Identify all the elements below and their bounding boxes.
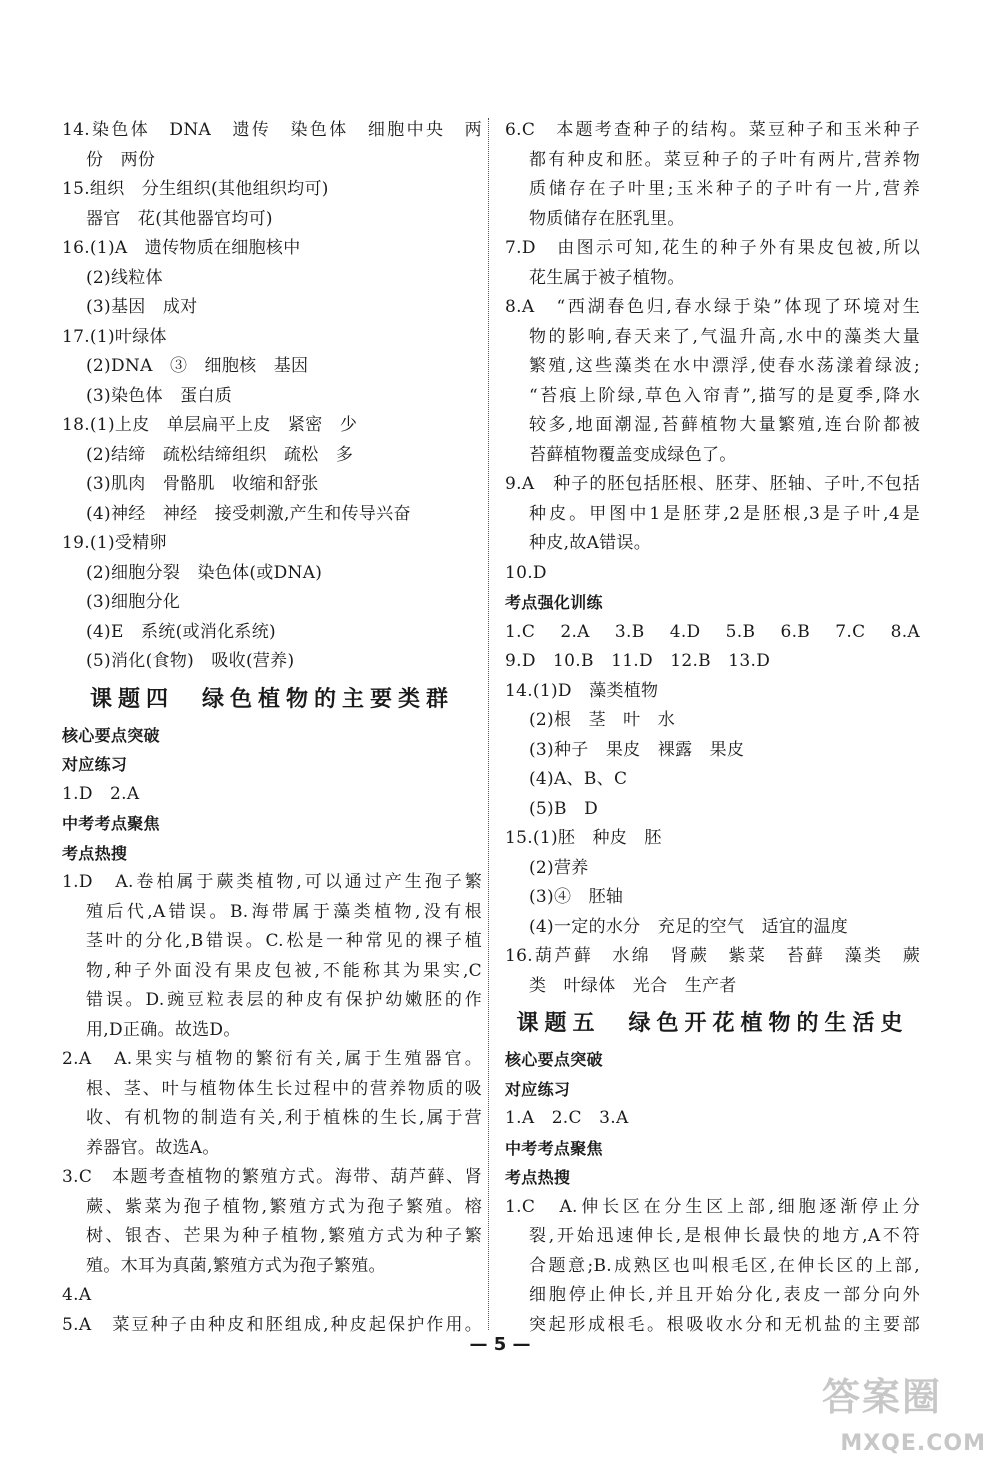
answer-line: 细胞停止伸长,并且开始分化,表皮一部分向外 [529,1285,920,1305]
answer-line: (3)种子 果皮 裸露 果皮 [529,739,745,760]
section-heading: 考点热搜 [505,1168,571,1187]
answer-line: 8.A “西湖春色归,春水绿于染”体现了环境对生 [505,297,920,317]
answer-line: 18.(1)上皮 单层扁平上皮 紧密 少 [62,415,358,435]
answer-line: 种皮,故A错误。 [529,533,652,553]
answer-line: (2)结缔 疏松结缔组织 疏松 多 [86,444,354,465]
answer-line: 较多,地面潮湿,苔藓植物大量繁殖,连台阶都被 [529,415,920,435]
answer-line: 14.(1)D 藻类植物 [505,680,659,701]
answer-line: (2)根 茎 叶 水 [529,710,676,730]
answer-line: (4)神经 神经 接受刺激,产生和传导兴奋 [86,503,411,524]
answer-line: 花生属于被子植物。 [529,267,685,288]
section-heading: 中考考点聚焦 [62,814,160,833]
left-column [62,116,482,1340]
answer-line: (3)基因 成对 [86,297,198,317]
answer-line: 14.染色体 DNA 遗传 染色体 细胞中央 两 [62,120,482,140]
answer-line: “苔痕上阶绿,草色入帘青”,描写的是夏季,降水 [529,385,920,406]
answer-line: 19.(1)受精卵 [62,533,167,553]
answer-line: 质储存在子叶里;玉米种子的子叶有一片,营养 [529,179,920,199]
answer-line: 茎叶的分化,B错误。C.松是一种常见的裸子植 [86,931,482,951]
answer-line: 物的影响,春天来了,气温升高,水中的藻类大量 [529,326,920,347]
answer-line: (4)E 系统(或消化系统) [86,621,276,642]
answer-line: 收、有机物的制造有关,利于植株的生长,属于营 [86,1108,482,1128]
answer-line: (4)一定的水分 充足的空气 适宜的温度 [529,916,849,937]
answer-line: (5)B D [529,798,599,819]
section-title: 课题五 绿色开花植物的生活史 [516,1010,909,1036]
answer-line: (3)细胞分化 [86,592,181,612]
answer-line: 16.葫芦藓 水绵 肾蕨 紫菜 苔藓 藻类 蕨 [505,946,920,966]
answer-line: 5.A 菜豆种子由种皮和胚组成,种皮起保护作用。 [62,1314,482,1335]
watermark-url: MXQE.COM [840,1431,986,1456]
answer-line: 用,D正确。故选D。 [86,1019,241,1040]
answer-line: 繁殖,这些藻类在水中漂浮,使春水荡漾着绿波; [529,356,920,376]
answer-line: 1.C 2.A 3.B 4.D 5.B 6.B 7.C 8.A [505,621,920,642]
answer-line: (2)DNA ③ 细胞核 基因 [86,356,309,376]
answer-line: (3)肌肉 骨骼肌 收缩和舒张 [86,474,319,494]
answer-line: 15.组织 分生组织(其他组织均可) [62,179,329,199]
answer-line: 蕨、紫菜为孢子植物,繁殖方式为孢子繁殖。榕 [86,1196,482,1217]
answer-line: (4)A、B、C [529,769,628,789]
section-heading: 对应练习 [505,1079,571,1099]
answer-line: (5)消化(食物) 吸收(营养) [86,651,295,671]
section-heading: 对应练习 [62,755,128,774]
answer-line: 9.D 10.B 11.D 12.B 13.D [505,651,771,671]
answer-line: 10.D [505,562,547,583]
answer-line: 1.D A.卷柏属于蕨类植物,可以通过产生孢子繁 [62,872,482,892]
answer-line: 苔藓植物覆盖变成绿色了。 [529,444,737,465]
section-heading: 核心要点突破 [505,1050,603,1069]
answer-line: 物,种子外面没有果皮包被,不能称其为果实,C [86,960,482,981]
column-divider [488,118,489,1330]
answer-line: 1.D 2.A [62,783,140,804]
watermark-logo [822,1366,992,1462]
section-heading: 核心要点突破 [62,725,160,745]
answer-line: 2.A A.果实与植物的繁衍有关,属于生殖器官。 [62,1049,482,1069]
answer-line: 类 叶绿体 光合 生产者 [529,975,737,996]
page-number: — 5 — [469,1334,531,1355]
answer-line: 合题意;B.成熟区也叫根毛区,在伸长区的上部, [529,1255,920,1276]
answer-line: 7.D 由图示可知,花生的种子外有果皮包被,所以 [505,238,920,258]
section-heading: 考点强化训练 [505,593,603,612]
answer-line: 种皮。甲图中1是胚芽,2是胚根,3是子叶,4是 [529,503,920,524]
answer-line: 殖。木耳为真菌,繁殖方式为孢子繁殖。 [86,1255,386,1276]
section-title: 课题四 绿色植物的主要类群 [89,685,454,712]
answer-line: (2)营养 [529,857,589,878]
answer-line: 突起形成根毛。根吸收水分和无机盐的主要部 [529,1314,920,1335]
answer-line: 裂,开始迅速伸长,是根伸长最快的地方,A不符 [529,1226,920,1246]
answer-line: 殖后代,A错误。B.海带属于藻类植物,没有根 [86,901,482,922]
answer-line: 15.(1)胚 种皮 胚 [505,828,662,848]
answer-line: 器官 花(其他器官均可) [86,208,273,229]
answer-line: 树、银杏、芒果为种子植物,繁殖方式为种子繁 [86,1226,482,1246]
answer-line: (3)染色体 蛋白质 [86,385,233,406]
answer-line: 1.C A.伸长区在分生区上部,细胞逐渐停止分 [505,1196,920,1217]
answer-line: 4.A [62,1285,92,1305]
right-column [505,116,920,1340]
answer-line: (2)线粒体 [86,267,163,288]
answer-line: 养器官。故选A。 [86,1137,220,1158]
answer-line: (3)④ 胚轴 [529,887,624,907]
section-heading: 中考考点聚焦 [505,1138,603,1158]
answer-line: 6.C 本题考查种子的结构。菜豆种子和玉米种子 [505,120,920,140]
answer-line: (2)细胞分裂 染色体(或DNA) [86,562,323,583]
answer-line: 16.(1)A 遗传物质在细胞核中 [62,238,301,258]
answer-line: 份 两份 [86,149,156,170]
watermark-title: 答案圈 [822,1375,943,1419]
answer-line: 17.(1)叶绿体 [62,326,167,347]
answer-line: 都有种皮和胚。菜豆种子的子叶有两片,营养物 [529,149,920,170]
answer-line: 9.A 种子的胚包括胚根、胚芽、胚轴、子叶,不包括 [505,474,920,494]
section-heading: 考点热搜 [62,843,128,863]
answer-line: 错误。D.豌豆粒表层的种皮有保护幼嫩胚的作 [86,990,482,1010]
answer-line: 根、茎、叶与植物体生长过程中的营养物质的吸 [86,1078,482,1099]
answer-line: 3.C 本题考查植物的繁殖方式。海带、葫芦藓、肾 [62,1167,482,1187]
answer-line: 1.A 2.C 3.A [505,1108,629,1128]
answer-line: 物质储存在胚乳里。 [529,208,685,229]
